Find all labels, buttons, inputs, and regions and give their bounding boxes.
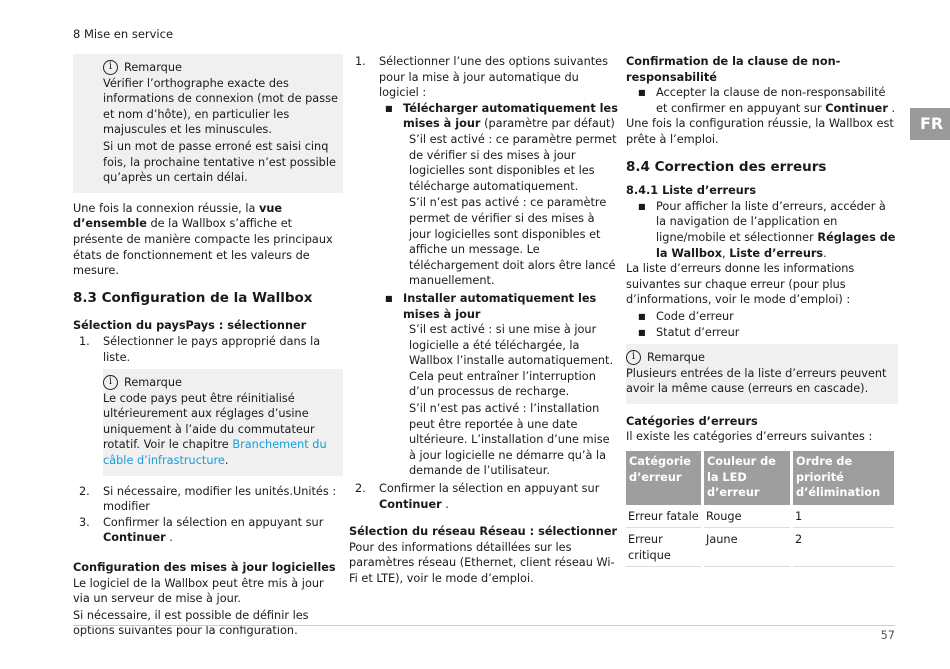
note-title: Remarque xyxy=(124,61,182,74)
column-3 xyxy=(626,54,898,567)
note-title: Remarque xyxy=(124,376,182,390)
info-icon: i xyxy=(626,350,641,365)
subheading: 8.4.1 Liste d’erreurs xyxy=(626,184,757,198)
table-row: Erreur fatale Rouge 1 xyxy=(626,505,894,529)
step: 1. Sélectionner l’une des options suivantes pour la mise à jour automatique du logiciel : xyxy=(355,55,609,100)
note-text: Plusieurs entrées de la liste d’erreurs peuvent avoir la même cause (erreurs en cascade). xyxy=(626,366,887,396)
paragraph: Il existe les catégories d’erreurs suivantes : xyxy=(626,430,873,444)
paragraph: La liste d’erreurs donne les informations suivantes sur chaque erreur (pour plus d’informations, voir le mode d’emploi) : xyxy=(626,262,855,307)
table-header: Couleur de la LED d’erreur xyxy=(704,451,790,505)
subheading: Catégories d’erreurs xyxy=(626,414,758,428)
paragraph: S’il est activé : ce paramètre permet de vérifier si des mises à jour logicielles sont disponibles et les télécharge automatiquement. xyxy=(409,132,617,193)
chapter-link[interactable]: Branchement du câble d’infrastructure xyxy=(103,438,327,468)
table-header: Catégorie d’erreur xyxy=(626,451,701,505)
column-2 xyxy=(349,54,619,588)
column-1 xyxy=(73,54,343,640)
page-number: 57 xyxy=(880,629,895,642)
note-box xyxy=(626,344,898,404)
note-box xyxy=(103,369,343,476)
step: 3. Confirmer la sélection en appuyant sur Continuer . xyxy=(79,515,324,545)
language-tab: FR xyxy=(910,108,950,140)
error-categories-table xyxy=(623,451,897,567)
subheading: Sélection du paysPays : sélectionner xyxy=(73,319,307,333)
section-heading: 8.3 Configuration de la Wallbox xyxy=(73,289,313,306)
step: 2. Confirmer la sélection en appuyant sur Continuer . xyxy=(355,482,600,511)
section-heading: 8.4 Correction des erreurs xyxy=(626,158,827,175)
note-text: Le code pays peut être réinitialisé ultérieurement aux réglages d’usine uniquement à l’aide du commutateur rotatif. Voir le chapitre Branchement du câble d’infrastructure. xyxy=(103,391,327,468)
note-text: Vérifier l’orthographe exacte des informations de connexion (mot de passe et nom d’hôte), en particulier les majuscules et les minuscules. xyxy=(103,76,338,137)
paragraph: Une fois la configuration réussie, la Wallbox est prête à l’emploi. xyxy=(626,117,894,146)
paragraph: Le logiciel de la Wallbox peut être mis à jour via un serveur de mise à jour. xyxy=(73,576,324,606)
paragraph: S’il n’est pas activé : l’installation peut être reportée à une date ultérieure. L’installation d’une mise à jour logicielle ne démarre qu’à la demande de l’utilisateur. xyxy=(409,402,610,478)
paragraph: Pour des informations détaillées sur les paramètres réseau (Ethernet, client réseau Wi-Fi et LTE), voir le mode d’emploi. xyxy=(349,540,615,585)
step: 2. Si nécessaire, modifier les unités.Unités : modifier xyxy=(79,484,337,514)
subheading: Confirmation de la clause de non-responsabilité xyxy=(626,55,841,84)
bullet: ■ Code d’erreur xyxy=(638,309,734,323)
info-icon: i xyxy=(103,60,118,75)
bullet: ■ Installer automatiquement les mises à jour xyxy=(385,291,597,321)
subheading: Sélection du réseau Réseau : sélectionner xyxy=(349,525,618,539)
table-row: Erreur critique Jaune 2 xyxy=(626,528,894,567)
info-icon: i xyxy=(103,375,118,390)
bullet: ■ Télécharger automatiquement les mises à jour (paramètre par défaut) xyxy=(385,101,618,131)
note-text: Si un mot de passe erroné est saisi cinq fois, la prochaine tentative n’est possible qu’après un certain délai. xyxy=(103,139,336,185)
paragraph: Une fois la connexion réussie, la vue d’ensemble de la Wallbox s’affiche et présente de manière compacte les principaux états de fonctionnement et les valeurs de mesure. xyxy=(73,201,333,278)
bullet: ■ Statut d’erreur xyxy=(638,325,740,339)
footer-rule xyxy=(73,625,895,626)
bullet: ■ Pour afficher la liste d’erreurs, accéder à la navigation de l’application en ligne/mobile et sélectionner Réglages de la Wallbox, Liste d’erreurs. xyxy=(638,199,896,260)
paragraph: S’il n’est pas activé : ce paramètre permet de vérifier si des mises à jour logicielles sont disponibles et affiche un message. Le téléchargement doit alors être lancé manuellement. xyxy=(409,196,616,288)
step: 1. Sélectionner le pays approprié dans la liste. xyxy=(79,334,321,364)
table-header: Ordre de priorité d’élimination xyxy=(793,451,894,505)
note-title: Remarque xyxy=(647,351,705,365)
paragraph: S’il est activé : si une mise à jour logicielle a été téléchargée, la Wallbox l’installe automatiquement. Cela peut entraîner l’interruption d’un processus de recharge. xyxy=(409,323,614,399)
running-header: 8 Mise en service xyxy=(73,27,174,41)
subheading: Configuration des mises à jour logicielles xyxy=(73,561,336,575)
paragraph: Si nécessaire, il est possible de définir les options suivantes pour la configuration. xyxy=(73,608,309,638)
bullet: ■ Accepter la clause de non-responsabilité et confirmer en appuyant sur Continuer . xyxy=(638,86,896,115)
note-box xyxy=(73,54,343,193)
